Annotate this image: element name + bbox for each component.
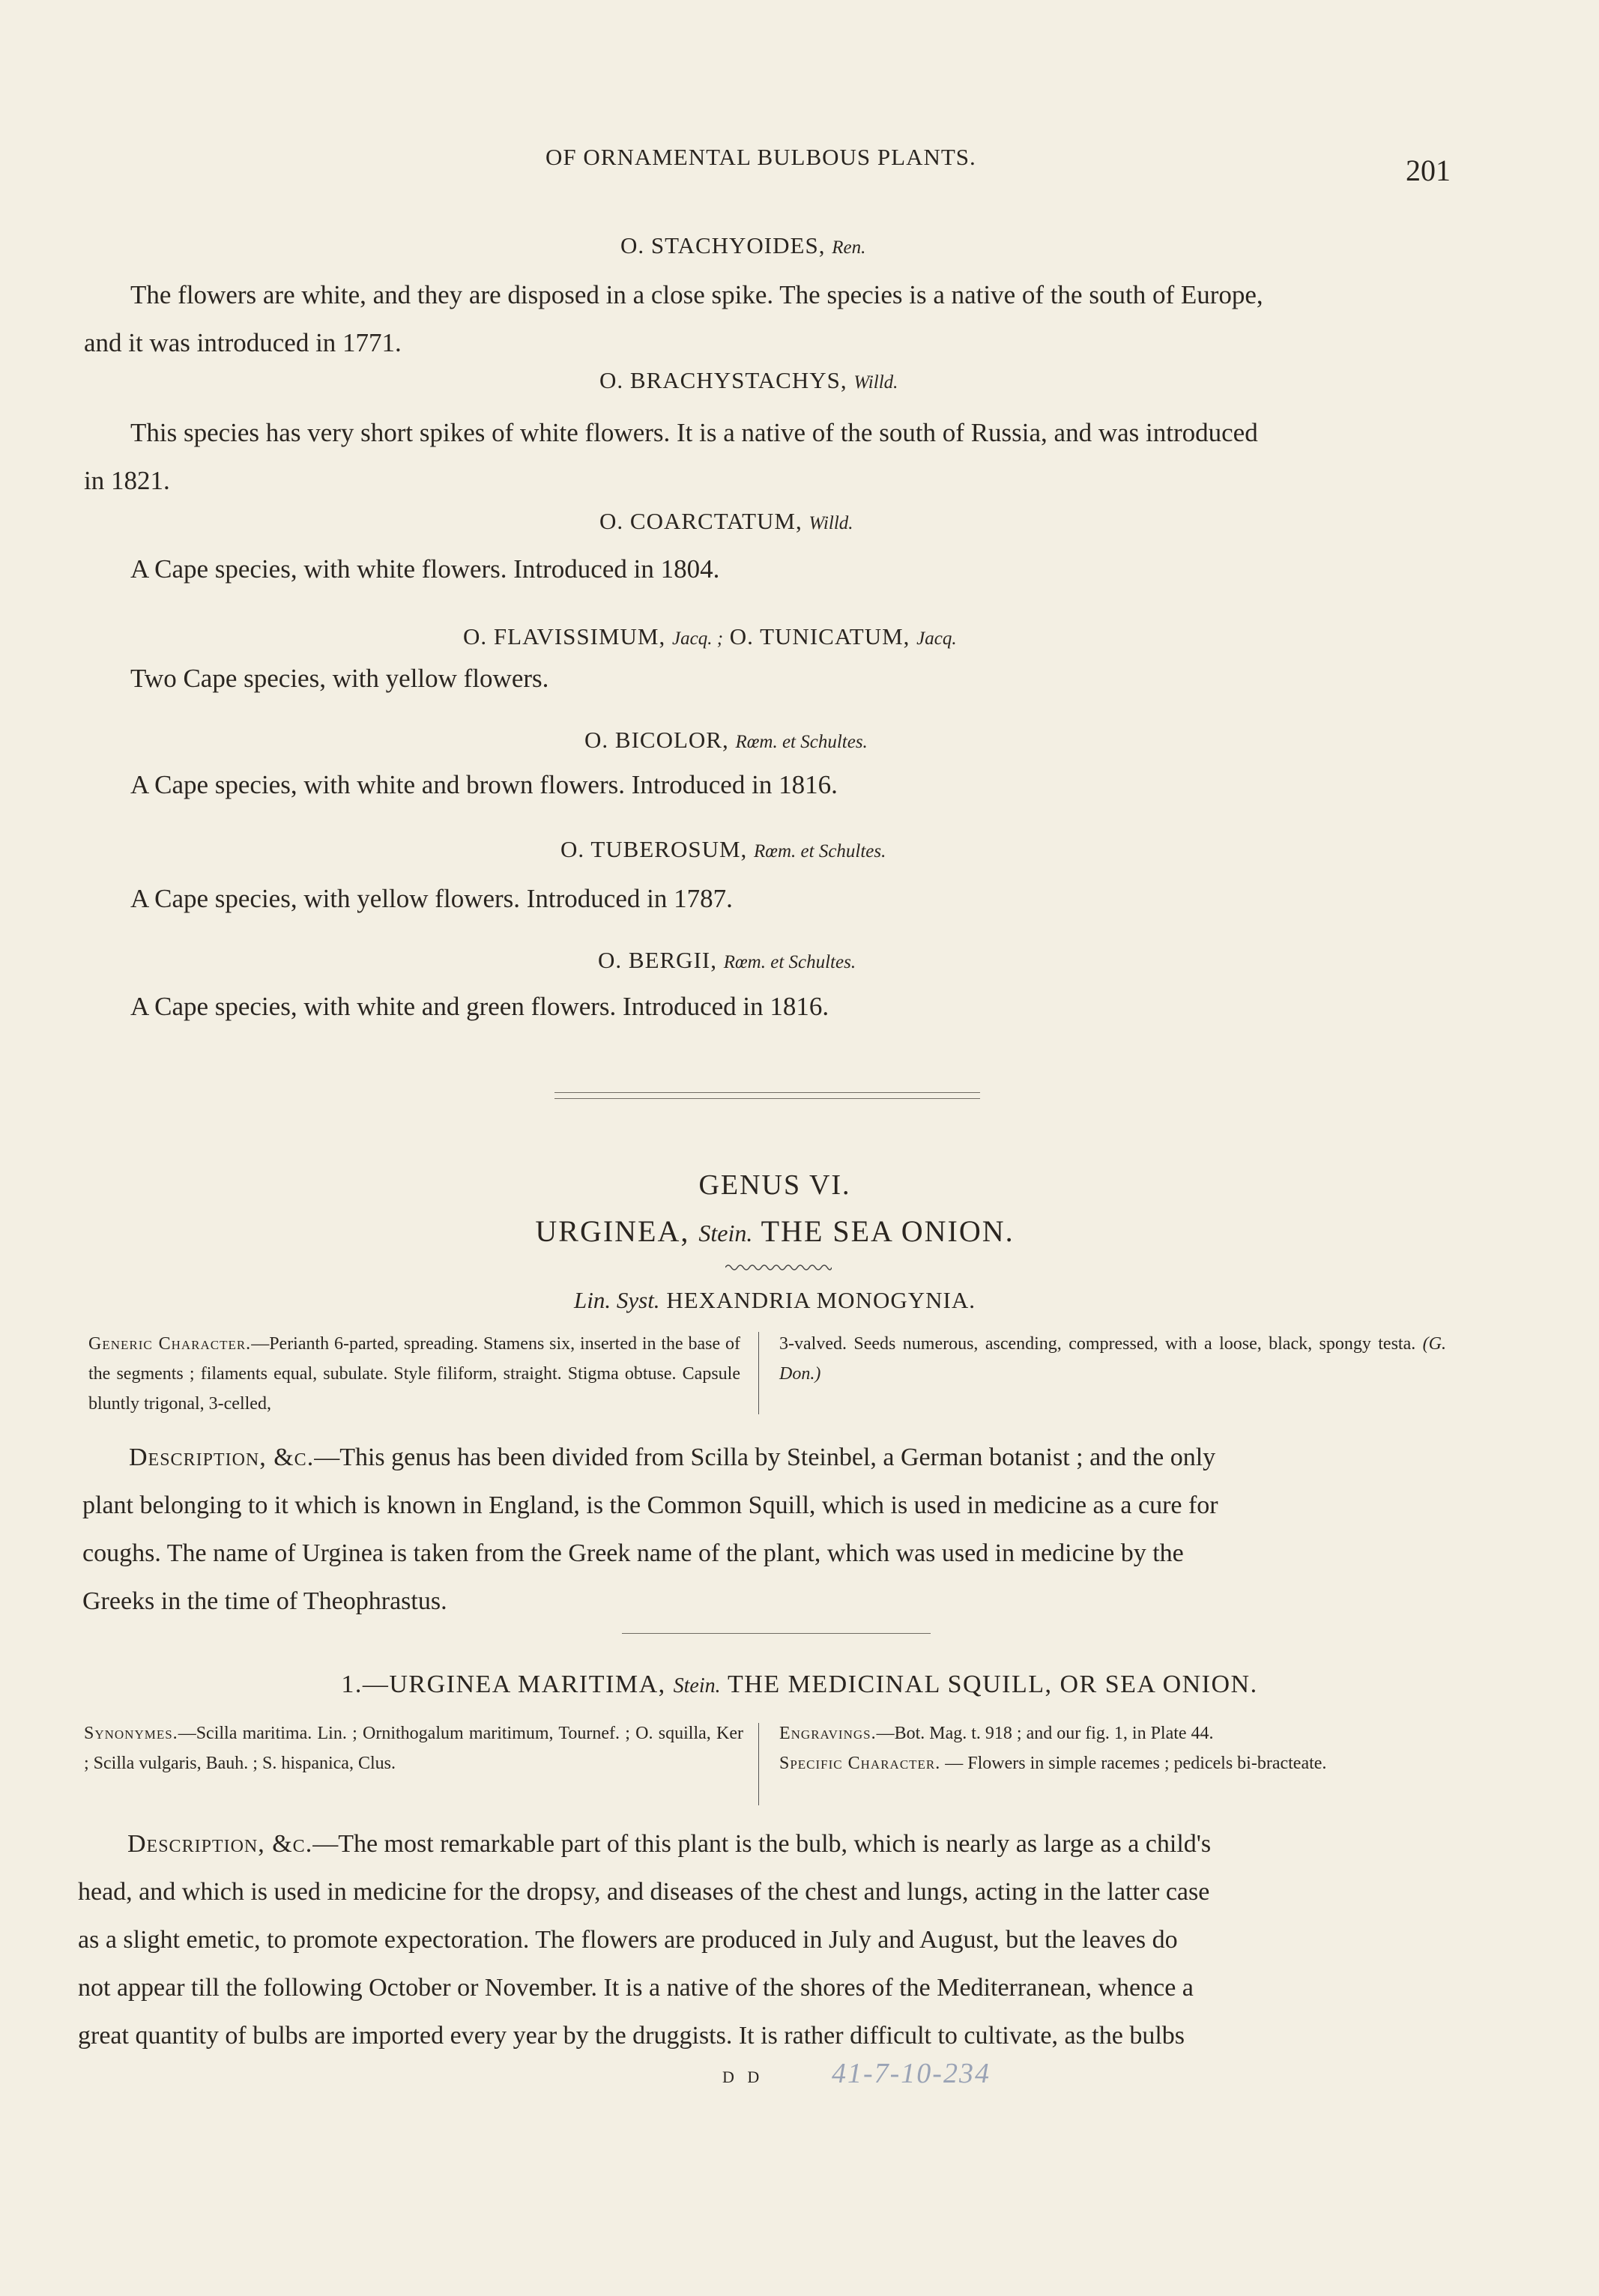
genus-description: Description, &c.—This genus has been divided from Scilla by Steinbel, a German botanist ; and the only plant belonging to it which is known in England, is the Common Squill, which is used in medicine as a cure for coughs. The name of Urginea is taken from the Greek name of the plant, which was used in medicine by the Greeks in the time of Theophrastus. xyxy=(82,1444,1218,1615)
genus-title: URGINEA, Stein. THE SEA ONION. xyxy=(535,1214,1015,1248)
species-heading: O. BRACHYSTACHYS, Willd. xyxy=(599,367,898,393)
species-heading: O. BERGII, Rœm. et Schultes. xyxy=(598,947,856,973)
handwritten-accession-note: 41-7-10-234 xyxy=(832,2058,991,2089)
column-rule xyxy=(758,1723,759,1805)
species-heading: O. FLAVISSIMUM, Jacq. ; O. TUNICATUM, Jacq. xyxy=(463,623,957,649)
species-heading: O. BICOLOR, Rœm. et Schultes. xyxy=(584,727,868,753)
species-title: 1.—URGINEA MARITIMA, Stein. THE MEDICINAL SQUILL, OR SEA ONION. xyxy=(341,1670,1258,1698)
species-description: A Cape species, with white flowers. Introduced in 1804. xyxy=(130,554,720,584)
species-heading: O. STACHYOIDES, Ren. xyxy=(620,232,866,258)
page-number: 201 xyxy=(1406,154,1451,187)
species-heading: O. TUBEROSUM, Rœm. et Schultes. xyxy=(560,836,886,862)
synonymes-block: Synonymes.—Scilla maritima. Lin. ; Ornithogalum maritimum, Tournef. ; O. squilla, Ker ; Scilla vulgaris, Bauh. ; S. hispanica, Clus. xyxy=(84,1724,743,1773)
running-head: OF ORNAMENTAL BULBOUS PLANTS. xyxy=(545,144,976,170)
section-divider xyxy=(622,1633,931,1634)
species-description: This species has very short spikes of white flowers. It is a native of the south of Russia, and was introduced in 1821. xyxy=(84,418,1258,495)
generic-character-left: Generic Character.—Perianth 6-parted, spreading. Stamens six, inserted in the base of the segments ; filaments equal, subulate. Style filiform, straight. Stigma obtuse. Capsule bluntly trigonal, 3-celled, xyxy=(88,1334,740,1414)
linnaean-system: Lin. Syst. HEXANDRIA MONOGYNIA. xyxy=(574,1287,976,1313)
species-description: Two Cape species, with yellow flowers. xyxy=(130,664,549,693)
species-description: A Cape species, with white and green flowers. Introduced in 1816. xyxy=(130,992,829,1021)
species-description: The flowers are white, and they are disposed in a close spike. The species is a native of the south of Europe, and it was introduced in 1771. xyxy=(84,280,1263,357)
genus-label: GENUS VI. xyxy=(698,1169,851,1201)
wavy-ornament xyxy=(725,1263,832,1272)
engravings-block: Engravings.—Bot. Mag. t. 918 ; and our fig. 1, in Plate 44. Specific Character. — Flowers in simple racemes ; pedicels bi-bracteate. xyxy=(779,1724,1327,1773)
species-heading: O. COARCTATUM, Willd. xyxy=(599,508,853,534)
species-description: A Cape species, with yellow flowers. Introduced in 1787. xyxy=(130,884,733,913)
species-description: Description, &c.—The most remarkable part of this plant is the bulb, which is nearly as large as a child's head, and which is used in medicine for the dropsy, and diseases of the chest and lungs, acting in the latter case as a slight emetic, to promote expectoration. The flowers are produced in July and August, but the leaves do not appear till the following October or November. It is a native of the shores of the Mediterranean, whence a great quantity of bulbs are imported every year by the druggists. It is rather difficult to cultivate, as the bulbs xyxy=(78,1830,1212,2050)
generic-character-right: 3-valved. Seeds numerous, ascending, compressed, with a loose, black, spongy testa. (G. Don.) xyxy=(779,1334,1446,1384)
section-divider xyxy=(554,1098,980,1099)
species-description: A Cape species, with white and brown flowers. Introduced in 1816. xyxy=(130,770,838,799)
column-rule xyxy=(758,1332,759,1414)
signature-mark: D D xyxy=(722,2068,764,2086)
section-divider xyxy=(554,1092,980,1093)
